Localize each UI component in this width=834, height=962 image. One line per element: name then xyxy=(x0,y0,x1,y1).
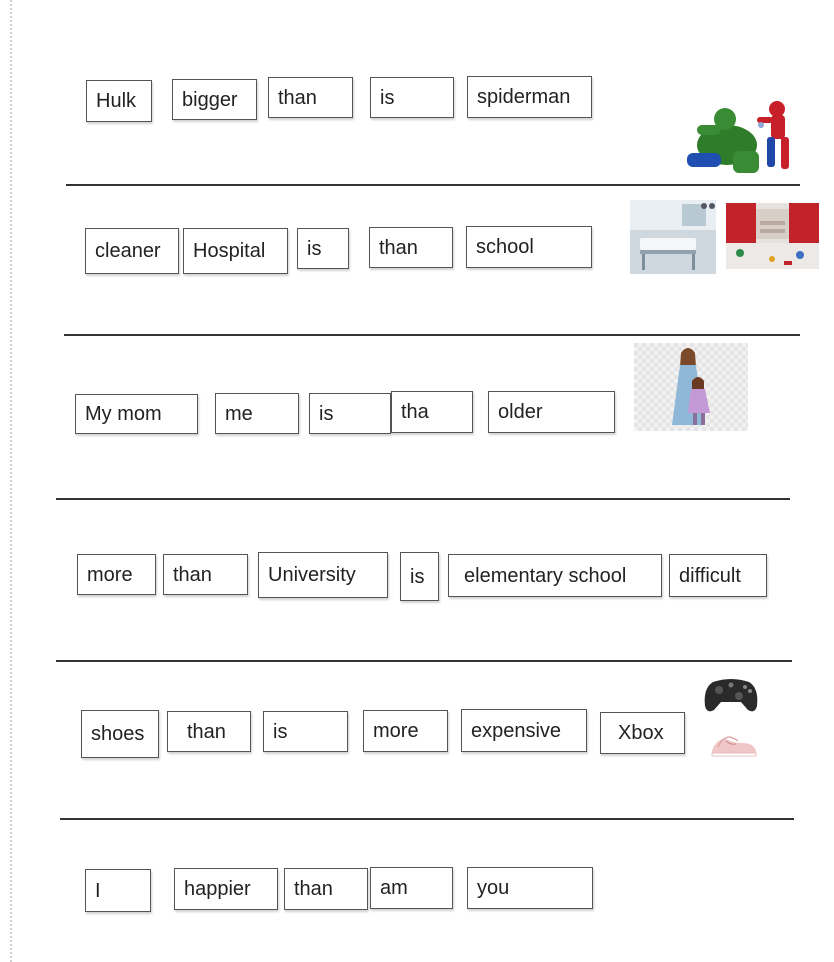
row-divider xyxy=(60,818,794,820)
word-card[interactable]: me xyxy=(215,393,299,434)
word-card[interactable]: expensive xyxy=(461,709,587,752)
word-card[interactable]: school xyxy=(466,226,592,268)
word-card[interactable]: is xyxy=(400,552,439,601)
word-card[interactable]: more xyxy=(363,710,448,752)
word-card[interactable]: Hospital xyxy=(183,228,288,274)
word-card[interactable]: than xyxy=(268,77,353,118)
word-card[interactable]: shoes xyxy=(81,710,159,758)
row-divider xyxy=(64,334,800,336)
word-card[interactable]: is xyxy=(370,77,454,118)
word-card[interactable]: University xyxy=(258,552,388,598)
word-card[interactable]: older xyxy=(488,391,615,433)
word-card[interactable]: than xyxy=(163,554,248,595)
word-card[interactable]: than xyxy=(167,711,251,752)
word-card[interactable]: My mom xyxy=(75,394,198,434)
word-card[interactable]: is xyxy=(309,393,391,434)
word-card[interactable]: you xyxy=(467,867,593,909)
word-card[interactable]: bigger xyxy=(172,79,257,120)
sneakers-picture xyxy=(708,731,760,759)
word-card[interactable]: Hulk xyxy=(86,80,152,122)
word-card[interactable]: more xyxy=(77,554,156,595)
word-card[interactable]: difficult xyxy=(669,554,767,597)
row-divider xyxy=(66,184,800,186)
word-card[interactable]: tha xyxy=(391,391,473,433)
hulk-and-spiderman-picture xyxy=(677,95,799,179)
word-card[interactable]: than xyxy=(284,868,368,910)
page-margin-dotted-line xyxy=(10,0,12,962)
word-card[interactable]: am xyxy=(370,867,453,909)
word-card[interactable]: I xyxy=(85,869,151,912)
row-divider xyxy=(56,660,792,662)
messy-school-hallway-picture xyxy=(726,203,819,269)
row-divider xyxy=(56,498,790,500)
mother-and-daughter-picture xyxy=(634,343,748,431)
word-card[interactable]: is xyxy=(297,228,349,269)
game-controller-picture xyxy=(703,674,759,716)
hospital-room-picture xyxy=(630,200,716,274)
word-card[interactable]: elementary school xyxy=(448,554,662,597)
word-card[interactable]: Xbox xyxy=(600,712,685,754)
word-card[interactable]: happier xyxy=(174,868,278,910)
word-card[interactable]: spiderman xyxy=(467,76,592,118)
word-card[interactable]: than xyxy=(369,227,453,268)
word-card[interactable]: is xyxy=(263,711,348,752)
word-card[interactable]: cleaner xyxy=(85,228,179,274)
